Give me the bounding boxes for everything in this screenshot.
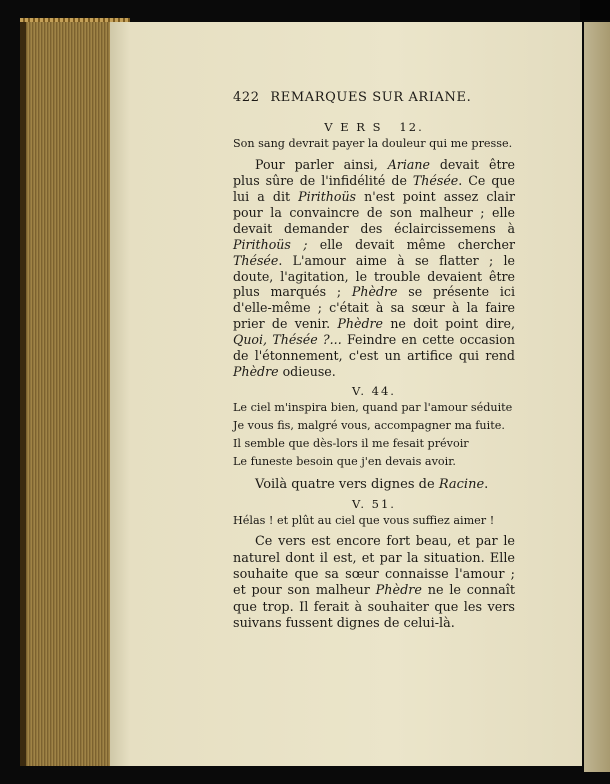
quote-line: Hélas ! et plût au ciel que vous suffiez aimer ! — [233, 513, 495, 527]
section-heading-1: V E R S 12. — [324, 120, 424, 134]
running-header — [233, 90, 515, 105]
quote-line: Le ciel m'inspira bien, quand par l'amour séduite — [233, 401, 513, 415]
commentary-2: Voilà quatre vers dignes de Racine. — [255, 477, 489, 493]
section-heading-2: V. 44. — [352, 383, 396, 398]
quote-line: Il semble que dès-lors il me fesait prévoir — [233, 437, 469, 451]
running-title: REMARQUES SUR ARIANE. — [270, 90, 472, 105]
commentary-1: Pour parler ainsi, Ariane devait être plus sûre de l'infidélité de Thésée. Ce que lui a dit Pirithoüs n'est point assez clair pour la convaincre de son malheur ; elle devait demander des éclaircissemens à Pirithoüs ; elle devait même chercher Thésée. L'amour aime à se flatter ; le doute, l'agitation, le trouble devaient être plus marqués ; Phèdre se présente ici d'elle-même ; c'était à sa sœur à la faire prier de venir. Phèdre ne doit point dire, Quoi, Thésée ?... Feindre en cette occasion de l'étonnement, c'est un artifice qui rend Phèdre odieuse. — [233, 157, 516, 379]
quote-line: Je vous fis, malgré vous, accompagner ma fuite. — [233, 419, 505, 433]
commentary-3: Ce vers est encore fort beau, et par le naturel dont il est, et par la situation. Elle souhaite que sa sœur connaisse l'amour ; et pour son malheur Phèdre ne le connaît que trop. Il ferait à souhaiter que les vers suivans fussent dignes de celui-là. — [233, 534, 515, 632]
quote-line: Le funeste besoin que j'en devais avoir. — [233, 455, 456, 469]
section-heading-3: V. 51. — [352, 497, 396, 512]
quote-line: Son sang devrait payer la douleur qui me presse. — [233, 136, 513, 150]
facing-page-strip — [584, 22, 610, 772]
page-text — [233, 120, 515, 633]
book-page-edges — [20, 22, 124, 766]
background-dark — [580, 0, 610, 20]
page-number: 422 — [233, 90, 260, 105]
